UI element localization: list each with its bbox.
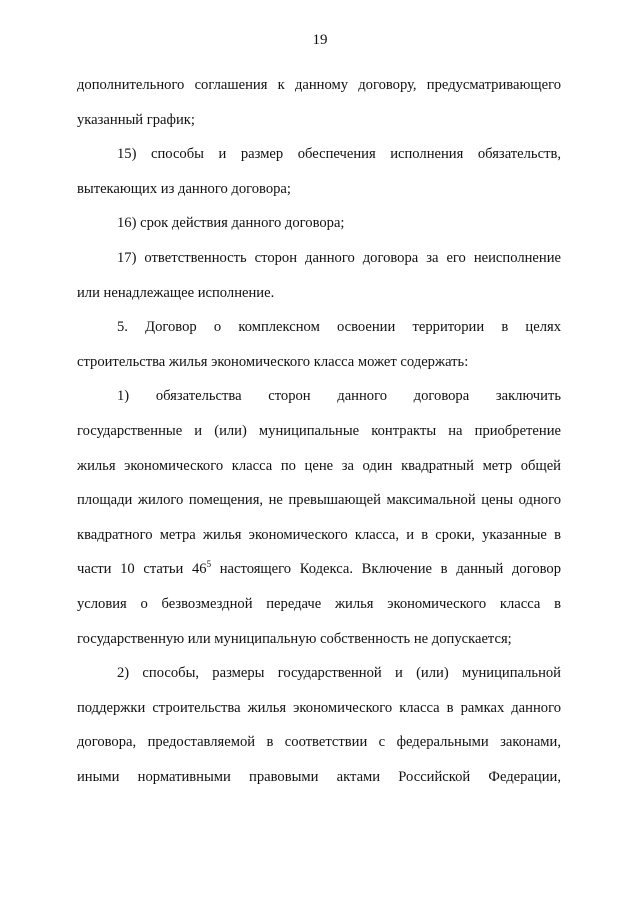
document-body	[77, 68, 561, 794]
paragraph-5: 5. Договор о комплексном освоении территории в целях	[117, 319, 561, 336]
text-fragment: настоящего Кодекса. Включение в данный договор	[211, 561, 562, 578]
text-line: или ненадлежащее исполнение.	[77, 284, 275, 301]
superscript: 5	[206, 559, 212, 570]
text-line: поддержки строительства жилья экономического класса в рамках данного	[77, 699, 561, 716]
text-line: строительства жилья экономического класса может содержать:	[77, 353, 469, 370]
list-item-2: 2) способы, размеры государственной и (или) муниципальной	[117, 665, 561, 682]
text-line: государственную или муниципальную собственность не допускается;	[77, 630, 512, 647]
text-line: квадратного метра жилья экономического класса, и в сроки, указанные в	[77, 526, 561, 543]
text-line-with-superscript	[77, 552, 561, 587]
text-line: дополнительного соглашения к данному договору, предусматривающего	[77, 77, 561, 93]
text-line: государственные и (или) муниципальные контракты на приобретение	[77, 422, 561, 439]
text-line: указанный график;	[77, 111, 195, 128]
text-line: жилья экономического класса по цене за один квадратный метр общей	[77, 457, 561, 474]
page-number: 19	[312, 32, 328, 48]
list-item-17: 17) ответственность сторон данного договора за его неисполнение	[117, 249, 561, 266]
text-line: условия о безвозмездной передаче жилья экономического класса в	[77, 595, 561, 612]
text-line: площади жилого помещения, не превышающей максимальной цены одного	[77, 492, 561, 509]
text-line: иными нормативными правовыми актами Российской Федерации,	[77, 768, 561, 785]
text-fragment: части 10 статьи 46	[77, 561, 207, 578]
list-item-16: 16) срок действия данного договора;	[117, 215, 345, 232]
list-item-15: 15) способы и размер обеспечения исполнения обязательств,	[117, 146, 561, 163]
list-item-1: 1) обязательства сторон данного договора заключить	[117, 388, 561, 405]
text-line: вытекающих из данного договора;	[77, 180, 291, 197]
text-line: договора, предоставляемой в соответствии с федеральными законами,	[77, 734, 561, 751]
